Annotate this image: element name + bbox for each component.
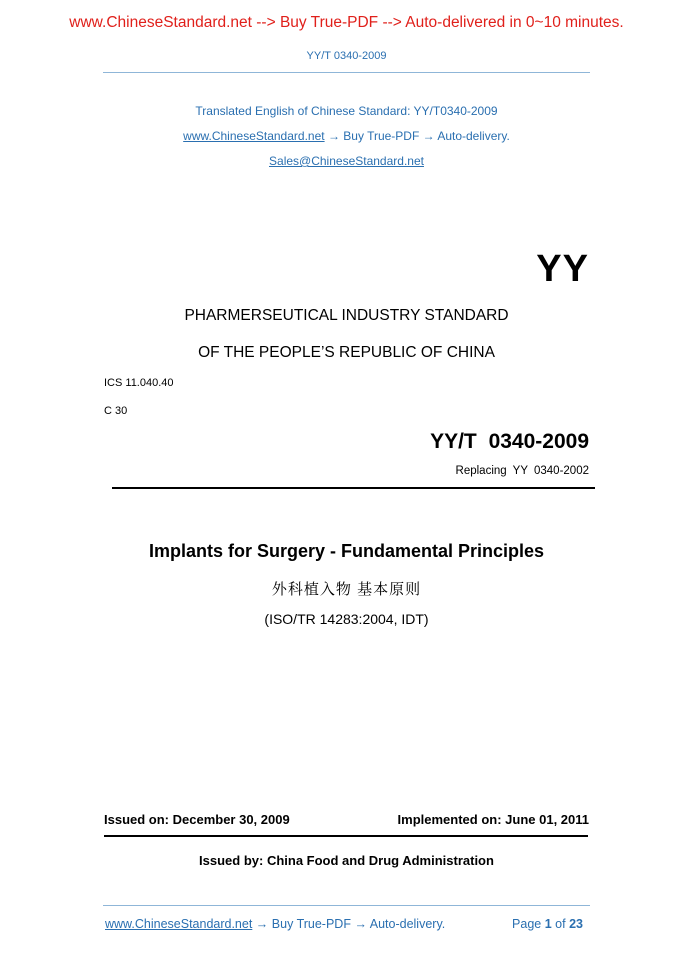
issuing-authority: Issued by: China Food and Drug Administration — [199, 853, 494, 868]
intro-links-line — [0, 129, 693, 143]
footer-buy-text: Buy True-PDF — [271, 917, 351, 931]
standard-title-line2: OF THE PEOPLE’S REPUBLIC OF CHINA — [198, 344, 495, 361]
footer-divider — [103, 905, 590, 906]
arrow-icon: → — [327, 129, 340, 143]
iso-reference: (ISO/TR 14283:2004, IDT) — [264, 611, 429, 627]
header-document-code: YY/T 0340-2009 — [306, 50, 387, 62]
chinese-title: 外科植入物 基本原则 — [271, 581, 422, 598]
page-of: of — [555, 917, 566, 931]
standard-title-line1: PHARMERSEUTICAL INDUSTRY STANDARD — [184, 307, 509, 324]
ccs-code: C 30 — [104, 405, 128, 417]
page-current: 1 — [544, 917, 552, 931]
header-divider — [103, 72, 590, 73]
footer-links — [105, 917, 445, 931]
title-divider — [112, 487, 595, 489]
ics-code: ICS 11.040.40 — [104, 377, 174, 389]
sales-email-link[interactable]: Sales@ChineseStandard.net — [269, 154, 424, 168]
arrow-icon: → — [422, 129, 435, 143]
email-line — [0, 154, 693, 168]
site-link[interactable]: www.ChineseStandard.net — [183, 129, 325, 143]
footer-auto-text: Auto-delivery. — [369, 917, 446, 931]
buy-pdf-text: Buy True-PDF — [343, 129, 420, 143]
arrow-icon: → — [255, 917, 269, 931]
replacing-note: Replacing YY 0340-2002 — [455, 465, 589, 477]
translation-notice: Translated English of Chinese Standard: YY/T0340-2009 — [195, 104, 498, 118]
page-indicator — [512, 917, 583, 931]
dates-divider — [104, 835, 588, 837]
auto-delivery-text: Auto-delivery. — [437, 129, 510, 143]
promo-banner[interactable]: www.ChineseStandard.net --> Buy True-PDF --> Auto-delivered in 0~10 minutes. — [69, 14, 624, 31]
footer-site-link[interactable]: www.ChineseStandard.net — [105, 917, 253, 931]
page-label: Page — [512, 917, 542, 931]
arrow-icon: → — [354, 917, 367, 931]
standard-mark: YY — [536, 248, 589, 290]
page-total: 23 — [569, 917, 583, 931]
implemented-date: Implemented on: June 01, 2011 — [397, 812, 589, 827]
document-title: Implants for Surgery - Fundamental Principles — [148, 541, 545, 561]
issued-date: Issued on: December 30, 2009 — [104, 812, 290, 827]
document-number: YY/T 0340-2009 — [430, 430, 589, 453]
